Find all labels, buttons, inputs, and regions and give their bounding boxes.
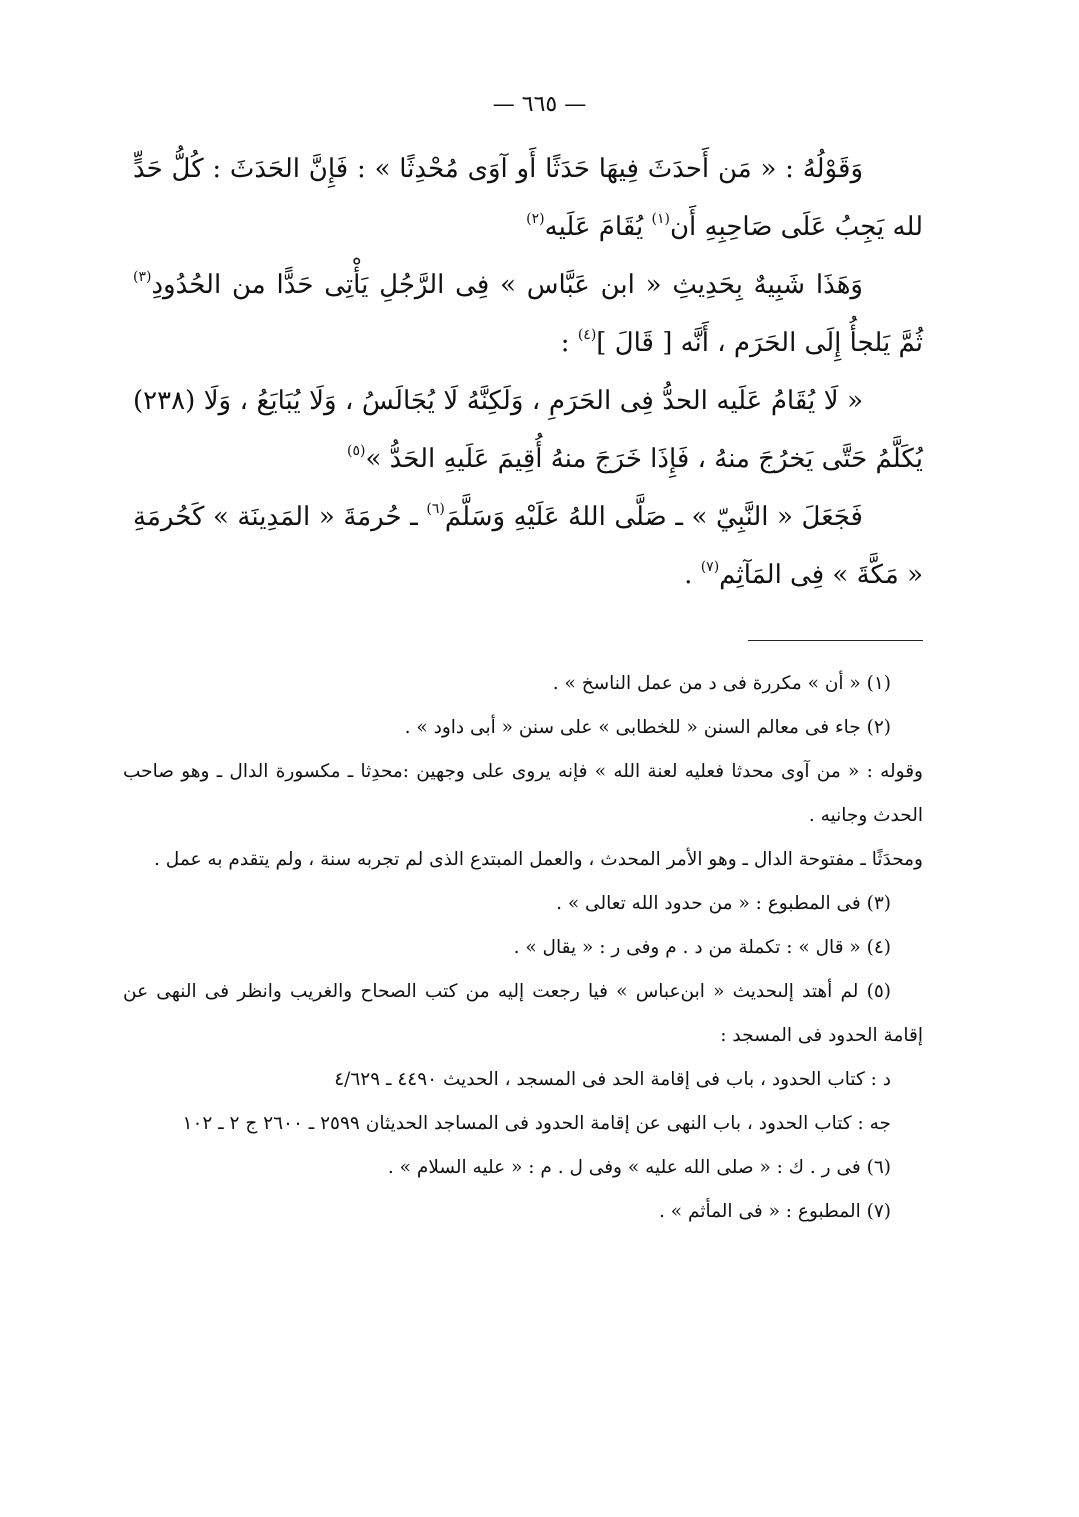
footnote-5: (٥) لم أهتد إلىحديث « ابن‌عباس » فيا رجعت إليه من كتب الصحاح والغريب وانظر فى النهى عن إقامة الحدود فى المسجد : [123,981,923,1046]
footnote-marker: (٣) [133,269,152,285]
main-text-span: فَجَعَلَ « النَّبِيّ » ـ صَلَّى اللهُ عَلَيْهِ وَسَلَّمَ [444,502,863,532]
main-text-span: وَقَوْلُهُ : « مَن أَحدَثَ فِيهَا حَدَثًا أَو آوَى مُحْدِثًا » : فَإِنَّ الحَدَثَ : كُلُّ حَدٍّ لله يَجِبُ عَلَى صَاحِبِهِ أَن [133,154,923,242]
footnote-2-continuation: وقوله : « من آوى محدثا فعليه لعنة الله » فإنه يروى على وجهين :محدِثا ـ مكسورة الدال ـ وهو صاحب الحدث وجانيه . [123,761,923,826]
footnote-7: (٧) المطبوع : « فى المأثم » . [659,1201,891,1222]
main-paragraph-3 [133,372,923,488]
footnote-5-reference: جه : كتاب الحدود ، باب النهى عن إقامة الحدود فى المساجد الحديثان ٢٥٩٩ ـ ٢٦٠٠ ج ٢ ـ ١٠٢ [182,1113,891,1134]
footnote-6: (٦) فى ر . ك : « صلى الله عليه » وفى ل . م : « عليه السلام » . [387,1157,891,1178]
main-paragraph-1 [133,140,923,256]
footnote-3: (٣) فى المطبوع : « من حدود الله تعالى » . [556,893,891,914]
main-text [133,140,923,604]
footnote-5-reference: د : كتاب الحدود ، باب فى إقامة الحد فى المسجد ، الحديث ٤٤٩٠ ـ ٤/٦٢٩ [334,1069,891,1090]
footnote-marker: (١) [651,211,670,227]
footnote-marker: (٧) [700,559,720,575]
footnote-marker: (٢) [526,211,545,227]
page-number: — ٦٦٥ — [492,92,587,117]
main-text-span: . [684,560,701,590]
footnote-marker: (٥) [347,443,366,459]
main-text-span: ثُمَّ يَلجأُ إِلَى الحَرَم ، أَنَّه [ قَالَ ] [596,328,923,358]
main-text-span: : [560,328,578,358]
main-text-span: يُقَامَ عَلَيه [544,212,652,242]
footnotes [123,662,923,1234]
footnote-separator [748,640,923,641]
main-text-span: « لَا يُقَامُ عَلَيه الحدُّ فِى الحَرَمِ ، وَلَكِنَّهُ لَا يُجَالَسُ ، وَلَا يُبَايَعُ ، وَلَا (٢٣٨) يُكَلَّمُ حَتَّى يَخرُجَ منهُ ، فَإِذَا خَرَجَ منهُ أُقِيمَ عَلَيهِ الحَدُّ » [133,386,923,474]
footnote-4: (٤) « قال » : تكملة من د . م وفى ر : « يقال » . [513,937,891,958]
main-text-span: وَهَذَا شَبِيهٌ بِحَدِيثِ « ابن عَبَّاس » فِى الرَّجُلِ يَأْتِى حَدًّا من الحُدُودِ [151,270,863,300]
footnote-1: (١) « أن » مكررة فى د من عمل الناسخ » . [552,673,891,694]
main-text-span: ـ حُرمَةَ « المَدِينَة » كَحُرمَةِ « مَكَّةَ » فِى المَآثِم [133,502,923,590]
footnote-2-continuation: ومحدَثًا ـ مفتوحة الدال ـ وهو الأمر المحدث ، والعمل المبتدع الذى لم تجربه سنة ، ولم يتقدم به عمل . [154,849,923,870]
footnote-marker: (٦) [426,501,445,517]
main-paragraph-2 [133,256,923,372]
footnote-2: (٢) جاء فى معالم السنن « للخطابى » على سنن « أبى داود » . [404,717,891,738]
main-paragraph-4 [133,488,923,604]
footnote-marker: (٤) [577,327,597,343]
